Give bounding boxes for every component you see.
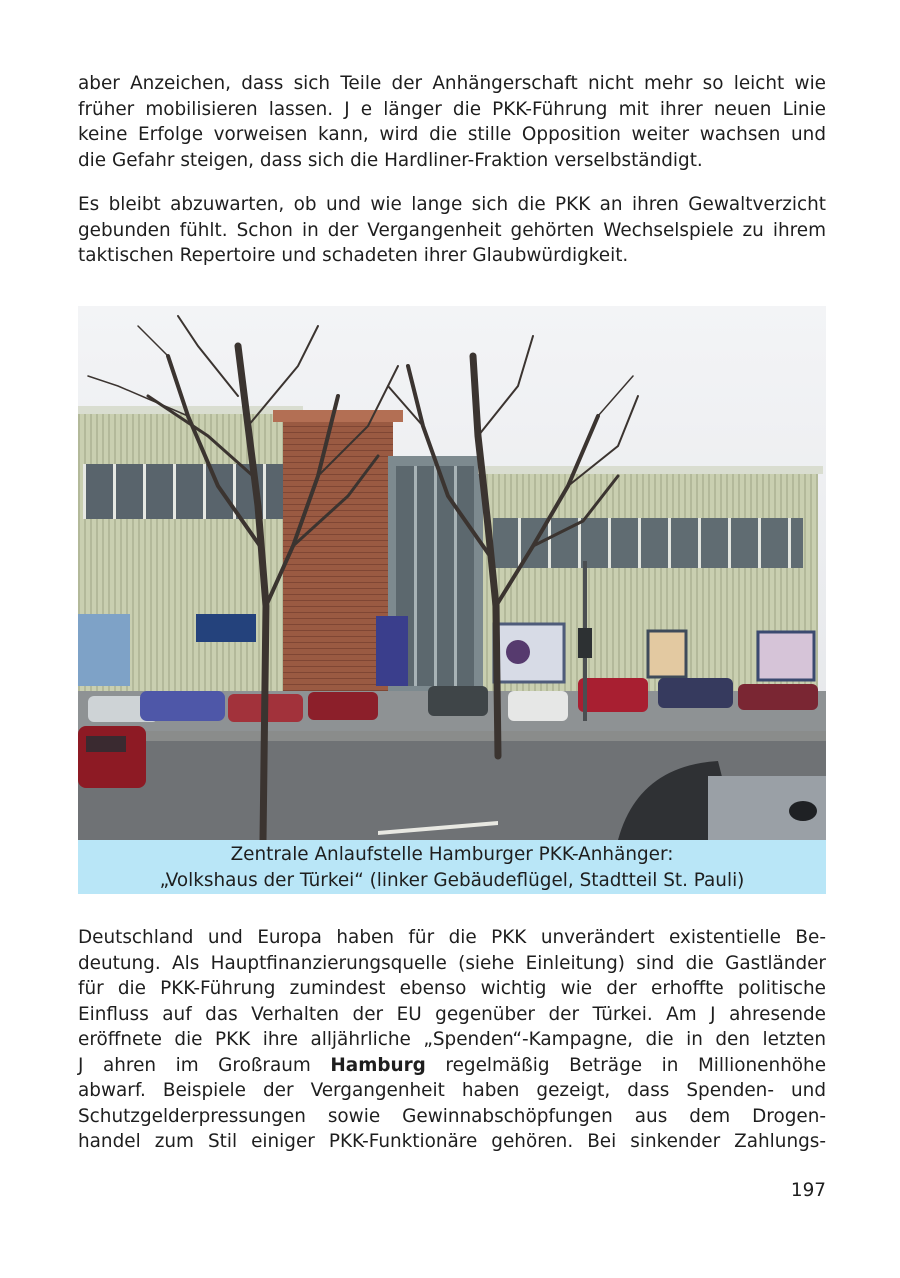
text-line: früher mobilisieren lassen. J e länger die PKK-Führung mit ihrer neuen Linie <box>78 98 826 120</box>
text-line <box>78 1053 826 1079</box>
building-photo <box>78 306 826 840</box>
text-line: gebunden fühlt. Schon in der Vergangenheit gehörten Wechselspiele zu ihrem <box>78 219 826 241</box>
text-line: deutung. Als Hauptfinanzierungsquelle (siehe Einleitung) sind die Gastländer <box>78 952 826 974</box>
text-line: abwarf. Beispiele der Vergangenheit haben gezeigt, dass Spenden- und <box>78 1080 826 1101</box>
photo-caption <box>78 840 826 894</box>
bold-city-name: Hamburg <box>330 1054 426 1076</box>
text-line: keine Erfolge vorweisen kann, wird die stille Opposition weiter wachsen und <box>78 124 826 145</box>
text-line: Deutschland und Europa haben für die PKK unverändert existentielle Be- <box>78 927 826 948</box>
text-line: die Gefahr steigen, dass sich die Hardliner-Fraktion verselbständigt. <box>78 149 703 171</box>
text-line: Es bleibt abzuwarten, ob und wie lange sich die PKK an ihren Gewaltverzicht <box>78 194 826 215</box>
paragraph-intro <box>78 71 826 173</box>
caption-line: Zentrale Anlaufstelle Hamburger PKK-Anhänger: <box>230 844 674 865</box>
paragraph-outlook <box>78 192 826 269</box>
text-line: Schutzgelderpressungen sowie Gewinnabschöpfungen aus dem Drogen- <box>78 1105 826 1127</box>
caption-line: „Volkshaus der Türkei“ (linker Gebäudeflügel, Stadtteil St. Pauli) <box>159 869 745 891</box>
text-line: Einfluss auf das Verhalten der EU gegenüber der Türkei. Am J ahresende <box>78 1003 826 1025</box>
paragraph-financing <box>78 925 826 1155</box>
text-fragment: J ahren im Großraum <box>78 1054 331 1076</box>
text-line: aber Anzeichen, dass sich Teile der Anhängerschaft nicht mehr so leicht wie <box>78 73 826 94</box>
text-fragment: regelmäßig Beträge in Millionenhöhe <box>425 1054 827 1076</box>
text-line: eröffnete die PKK ihre alljährliche „Spenden“-Kampagne, die in den letzten <box>78 1029 826 1050</box>
text-line: taktischen Repertoire und schadeten ihrer Glaubwürdigkeit. <box>78 245 629 266</box>
text-line: für die PKK-Führung zumindest ebenso wichtig wie der erhoffte politische <box>78 978 826 999</box>
page-number: 197 <box>790 1180 826 1201</box>
text-line: handel zum Stil einiger PKK-Funktionäre gehören. Bei sinkender Zahlungs- <box>78 1131 826 1152</box>
